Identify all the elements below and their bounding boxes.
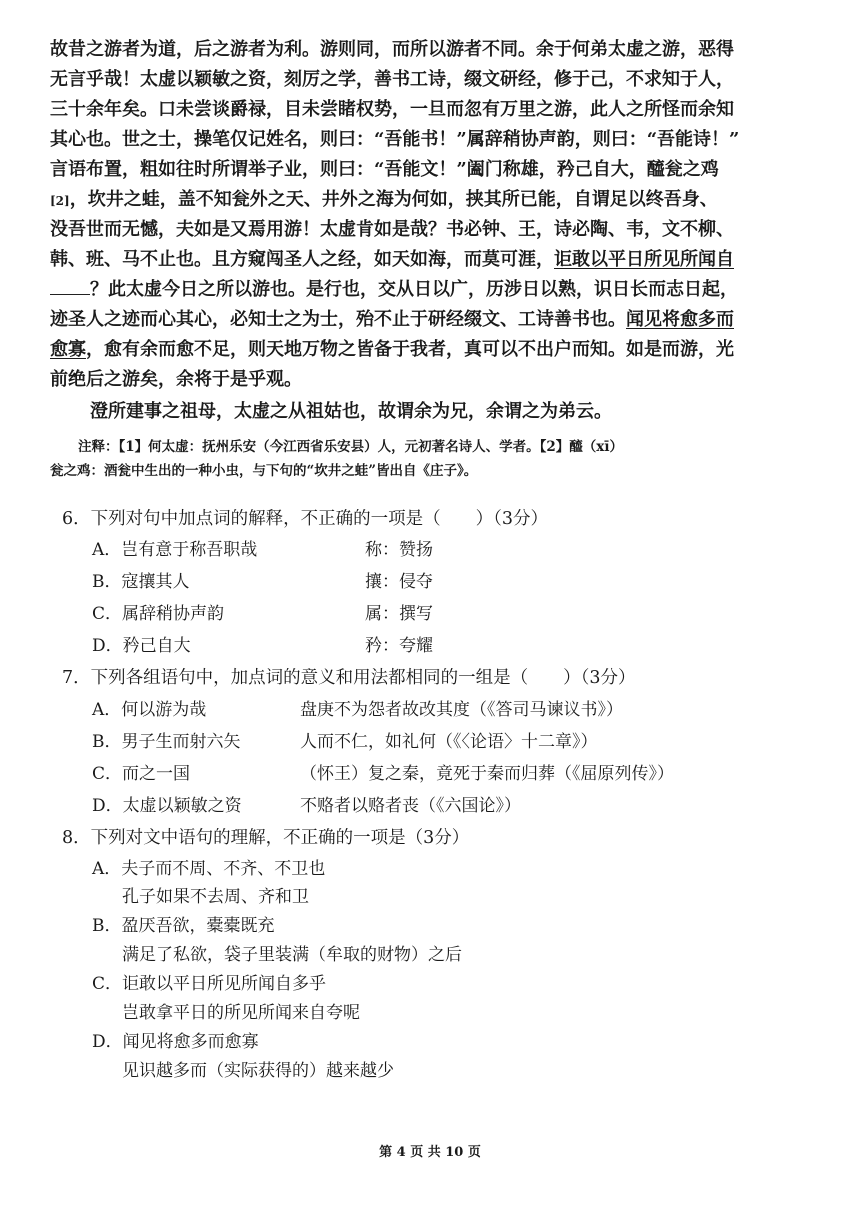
- q7-option-d-comparison: 不赂者以赂者丧（《六国论》）: [300, 796, 521, 816]
- passage-line: [50, 276, 820, 304]
- passage-line: [50, 336, 820, 364]
- q6-option-c[interactable]: C．属辞稍协声韵: [92, 604, 225, 624]
- q8-option-a[interactable]: A．夫子而不周、不齐、不卫也: [92, 859, 326, 879]
- annotation-line: 瓮之鸡：酒瓮中生出的一种小虫，与下句的“坎井之蛙”皆出自《庄子》。: [50, 463, 478, 479]
- annotation-line: 注释：【1】何太虚：抚州乐安（今江西省乐安县）人，元初著名诗人、学者。【2】醯（xī）: [78, 439, 623, 455]
- passage-line-text: ？此太虚今日之所以游也。是行也，交从日以广，历涉日以熟，识日长而志日起，: [90, 279, 738, 300]
- answer-blank[interactable]: [50, 278, 90, 295]
- q6-option-c-explanation: 属：撰写: [365, 604, 433, 624]
- q8-option-d-explanation: 见识越多而（实际获得的）越来越少: [122, 1061, 394, 1081]
- question-8-stem: 8．下列对文中语句的理解，不正确的一项是（3分）: [62, 828, 470, 848]
- underlined-sentence: 讵敢以平日所见所闻自: [554, 249, 734, 270]
- note-ref-2: [2]: [50, 194, 70, 208]
- passage-line-text: 韩、班、马不止也。且方窥闯圣人之经，如天如海，而莫可涯，: [50, 249, 554, 270]
- passage-line-text: ，愈有余而愈不足，则天地万物之皆备于我者，真可以不出户而知。如是而游，光: [86, 339, 734, 360]
- q8-option-c-explanation: 岂敢拿平日的所见所闻来自夸呢: [122, 1003, 360, 1023]
- passage-line: [50, 246, 820, 274]
- q7-option-a[interactable]: A．何以游为哉: [92, 700, 207, 720]
- passage-line: 没吾世而无憾，夫如是又焉用游！太虚肯如是哉？书必钟、王，诗必陶、韦，文不柳、: [50, 219, 734, 240]
- q7-option-d[interactable]: D．太虚以颖敏之资: [92, 796, 242, 816]
- question-7-stem: 7．下列各组语句中，加点词的意义和用法都相同的一组是（ ）（3分）: [62, 668, 636, 688]
- passage-line: 故昔之游者为道，后之游者为利。游则同，而所以游者不同。余于何弟太虚之游，恶得: [50, 39, 734, 60]
- underlined-sentence: 愈寡: [50, 339, 86, 360]
- q6-option-a-explanation: 称：赞扬: [365, 540, 433, 560]
- q8-option-c[interactable]: C．讵敢以平日所见所闻自多乎: [92, 974, 327, 994]
- underlined-sentence: 闻见将愈多而: [626, 309, 734, 330]
- passage-line-text: ，坎井之蛙，盖不知瓮外之天、井外之海为何如，挟其所已能，自谓足以终吾身、: [69, 189, 718, 210]
- passage-line: 无言乎哉！太虚以颖敏之资，刻厉之学，善书工诗，缀文研经，修于己，不求知于人，: [50, 69, 734, 90]
- passage-closing: 澄所建事之祖母，太虚之从祖姑也，故谓余为兄，余谓之为弟云。: [90, 401, 612, 422]
- passage-line: 三十余年矣。口未尝谈爵禄，目未尝睹权势，一旦而忽有万里之游，此人之所怪而余知: [50, 99, 734, 120]
- q6-option-b[interactable]: B．寇攘其人: [92, 572, 190, 592]
- passage-line: [50, 186, 820, 215]
- q6-option-b-explanation: 攘：侵夺: [365, 572, 433, 592]
- q6-option-d-explanation: 矜：夸耀: [365, 636, 433, 656]
- passage-line: 言语布置，粗如往时所谓举子业，则曰：“吾能文！”阖门称雄，矜己自大，醯瓮之鸡: [50, 159, 719, 180]
- question-6-stem: 6．下列对句中加点词的解释，不正确的一项是（ ）（3分）: [62, 509, 549, 529]
- page-footer: 第 4 页 共 10 页: [379, 1145, 481, 1160]
- q8-option-d[interactable]: D．闻见将愈多而愈寡: [92, 1032, 259, 1052]
- passage-line: [50, 306, 820, 334]
- q8-option-b-explanation: 满足了私欲，袋子里装满（牟取的财物）之后: [122, 945, 462, 965]
- q7-option-a-comparison: 盘庚不为怨者故改其度（《答司马谏议书》）: [300, 700, 623, 720]
- q8-option-a-explanation: 孔子如果不去周、齐和卫: [122, 887, 309, 907]
- q7-option-c-comparison: （怀王）复之秦，竟死于秦而归葬（《屈原列传》）: [300, 764, 674, 784]
- q6-option-d[interactable]: D．矜己自大: [92, 636, 191, 656]
- passage-line: 前绝后之游矣，余将于是乎观。: [50, 369, 302, 390]
- q7-option-c[interactable]: C．而之一国: [92, 764, 191, 784]
- q7-option-b-comparison: 人而不仁，如礼何（《〈论语〉十二章》）: [300, 732, 598, 752]
- q6-option-a[interactable]: A．岂有意于称吾职哉: [92, 540, 258, 560]
- q8-option-b[interactable]: B．盈厌吾欲，橐橐既充: [92, 916, 275, 936]
- passage-line-text: 迹圣人之迹而心其心，必知士之为士，殆不止于研经缀文、工诗善书也。: [50, 309, 626, 330]
- passage-line: 其心也。世之士，操笔仅记姓名，则曰：“吾能书！”属辞稍协声韵，则曰：“吾能诗！”: [50, 129, 740, 150]
- q7-option-b[interactable]: B．男子生而射六矢: [92, 732, 241, 752]
